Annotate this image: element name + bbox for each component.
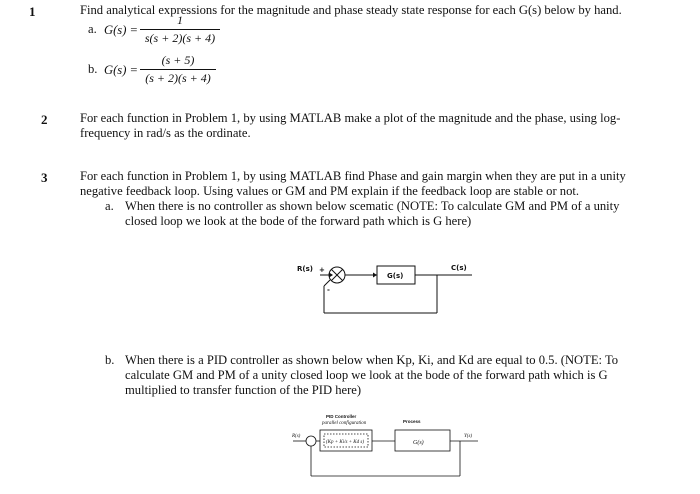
- problem-2-line-2: frequency in rad/s as the ordinate.: [80, 126, 251, 140]
- pid-subtitle: parallel configuration: [322, 421, 367, 426]
- diagram-a-plus: +: [319, 266, 325, 274]
- subpart-a-label: a.: [105, 199, 114, 213]
- problem-3-line-2: negative feedback loop. Using values or GM and PM explain if the feedback loop are stable or not.: [80, 184, 580, 198]
- problem-1-text: Find analytical expressions for the magnitude and phase steady state response for each G(s) below by hand.: [80, 3, 622, 17]
- subpart-b-line-2: calculate GM and PM of a unity closed loop we look at the bode of the forward path which is G: [125, 368, 608, 382]
- problem-3-number: 3: [41, 170, 48, 185]
- pid-output-label: Y(s): [464, 434, 473, 439]
- process-title: Process: [403, 419, 421, 424]
- part-b-label: b.: [88, 62, 98, 76]
- problem-1-number: 1: [29, 4, 36, 19]
- pid-input-label: R(s): [292, 434, 301, 439]
- part-b-denominator: (s + 2)(s + 4): [145, 71, 211, 85]
- part-a-label: a.: [88, 22, 97, 36]
- diagram-a-minus: -: [327, 286, 330, 294]
- subpart-b-line-3: multiplied to transfer function of the PID here): [125, 383, 362, 397]
- part-b-numerator: (s + 5): [161, 53, 195, 67]
- diagram-a-output-label: C(s): [451, 264, 467, 272]
- pid-block-label: (Kp + Ki/s + Kd s): [326, 440, 365, 445]
- pid-summing-junction: [306, 436, 316, 446]
- part-a-numerator: 1: [177, 13, 183, 27]
- process-block-label: G(s): [413, 440, 424, 446]
- part-b-lhs: G(s) =: [104, 63, 139, 77]
- pid-title: PID Controller: [326, 414, 357, 419]
- problem-2-number: 2: [41, 112, 48, 127]
- diagram-a-input-label: R(s): [297, 265, 313, 273]
- part-a-lhs: G(s) =: [104, 23, 139, 37]
- subpart-b-line-1: When there is a PID controller as shown below when Kp, Ki, and Kd are equal to 0.5. (NOTE: To: [125, 353, 619, 367]
- diagram-a-block-label: G(s): [387, 272, 404, 280]
- subpart-a-line-1: When there is no controller as shown below scematic (NOTE: To calculate GM and PM of a unity: [125, 199, 620, 213]
- problem-3-line-1: For each function in Problem 1, by using MATLAB find Phase and gain margin when they are put in a unity: [80, 169, 626, 183]
- part-a-denominator: s(s + 2)(s + 4): [144, 31, 216, 45]
- problem-2-line-1: For each function in Problem 1, by using MATLAB make a plot of the magnitude and the phase, using log-: [80, 111, 621, 125]
- subpart-b-label: b.: [105, 353, 115, 367]
- subpart-a-line-2: closed loop we look at the bode of the forward path which is G here): [125, 214, 472, 228]
